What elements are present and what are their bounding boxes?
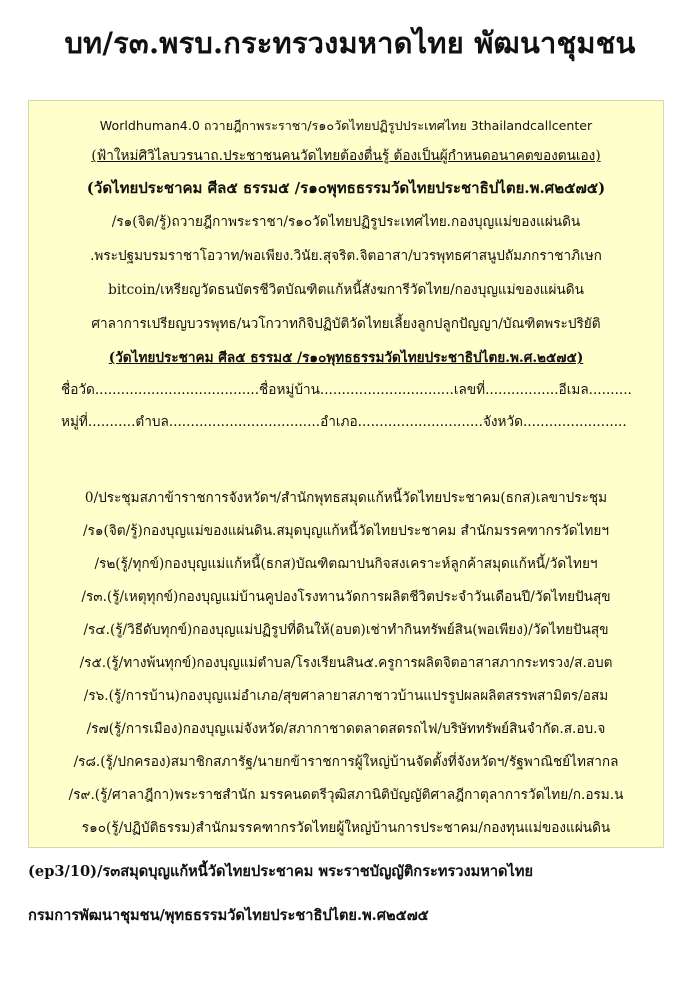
panel-subheader-line: (ฟ้าใหม่ศิวิไลบวรนาถ.ประชาชนคนวัดไทยต้องตื่นรู้ ต้องเป็นผู้กำหนดอนาคตของตนเอง) [91,148,601,164]
list-item: /ร๔.(รู้/วิธีดับทุกข์)กองบุญแม่ปฏิรูปที่ดินให้(อบต)เช่าทำกินทรัพย์สิน(พอเพียง)/วัดไทยปันสุข [83,622,609,638]
panel-title-line: (วัดไทยประชาคม ศีล๕ ธรรม๕ /ร๑๐พุทธธรรมวัดไทยประชาธิปไตย.พ.ศ๒๕๗๕) [86,179,606,197]
list-item: ร๑๐(รู้/ปฏิบัติธรรม)สำนักมรรคฑากรวัดไทยผู้ใหญ่บ้านการประชาคม/กองทุนแม่ของแผ่นดิน [81,820,611,836]
intro-line: /ร๑(จิต/รู้)ถวายฎีกาพระราชา/ร๑๐วัดไทยปฏิรูประเทศไทย.กองบุญแม่ของแผ่นดิน [111,214,581,230]
list-item: 0/ประชุมสภาข้าราชการจังหวัดฯ/สำนักพุทธสมุดแก้หนี้วัดไทยประชาคม(ธกส)เลขาประชุม [84,490,608,506]
list-item: /ร๑(จิต/รู้)กองบุญแม่ของแผ่นดิน.สมุดบุญแก้หนี้วัดไทยประชาคม สำนักมรรคฑากรวัดไทยฯ [83,523,609,539]
list-item: /ร๗(รู้/การเมือง)กองบุญแม่จังหวัด/สภากาชาดตลาดสดรถไฟ/บริษัททรัพย์สินจำกัด.ส.อบ.จ [86,721,606,737]
content-panel [28,100,664,848]
intro-line: .พระปฐมบรมราชาโอวาท/พอเพียง.วินัย.สุจริต.จิตอาสา/บวรพุทธศาสนูปถัมภกราชาภิเษก [90,248,602,264]
list-item: /ร๒(รู้/ทุกข์)กองบุญแม่แก้หนี้(ธกส)บัณฑิตฌาปนกิจสงเคราะห์ลูกค้าสมุดแก้หนี้/วัดไทยฯ [94,556,598,572]
form-line-village: ชื่อวัด......................................ชื่อหมู่บ้าน...............................เลขที่.................อีเมล.......... [61,382,632,398]
intro-line: bitcoin/เหรียญวัดธนบัตรชีวิตบัณฑิตแก้หนี้สังฆการีวัดไทย/กองบุญแม่ของแผ่นดิน [108,282,584,298]
intro-line: ศาลาการเปรียญบวรพุทธ/นวโกวาทกิจิปฏิบัติวัดไทยเลี้ยงลูกปลูกปัญญา/บัณฑิตพระปริยัติ [91,316,601,332]
list-item: /ร๙.(รู้/ศาลาฎีกา)พระราชสำนัก มรรคนดตรีวุฒิสภานิติบัญญัติศาลฎีกาตุลาการวัดไทย/ก.อรม.น [68,787,624,803]
footer-line: กรมการพัฒนาชุมชน/พุทธธรรมวัดไทยประชาธิปไตย.พ.ศ๒๕๗๕ [28,907,429,924]
panel-title-line-2: (วัดไทยประชาคม ศีล๕ ธรรม๕ /ร๑๐พุทธธรรมวัดไทยประชาธิปไตย.พ.ศ.๒๕๗๕) [108,350,584,366]
list-item: /ร๕.(รู้/ทางพ้นทุกข์)กองบุญแม่ตำบล/โรงเรียนสิน๕.ครูการผลิตจิตอาสาสภากระทรวง/ส.อบต [79,655,613,671]
list-item: /ร๖.(รู้/การบ้าน)กองบุญแม่อำเภอ/สุขศาลายาสภาชาวบ้านแปรรูปผลผลิตสรรพสามิตร/อสม [83,688,609,704]
footer-line: (ep3/10)/ร๓สมุดบุญแก้หนี้วัดไทยประชาคม พระราชบัญญัติกระทรวงมหาดไทย [28,863,534,880]
list-item: /ร๘.(รู้/ปกครอง)สมาชิกสภารัฐ/นายกข้าราชการผู้ใหญ่บ้านจัดตั้งที่จังหวัดฯ/รัฐพาณิชย์ไทสากล [73,754,619,770]
page-title: บท/ร๓.พรบ.กระทรวงมหาดไทย พัฒนาชุมชน [64,26,636,60]
list-item: /ร๓.(รู้/เหตุทุกข์)กองบุญแม่บ้านคูปองโรงทานวัดการผลิตชีวิตประจำวันเดือนปี/วัดไทยปันสุข [81,589,611,605]
form-line-address: หมู่ที่...........ตำบล...................................อำเภอ.............................จังหวัด........................ [61,414,627,430]
panel-header-line: Worldhuman4.0 ถวายฎีกาพระราชา/ร๑๐วัดไทยปฏิรูปประเทศไทย 3thailandcallcenter [99,118,593,133]
